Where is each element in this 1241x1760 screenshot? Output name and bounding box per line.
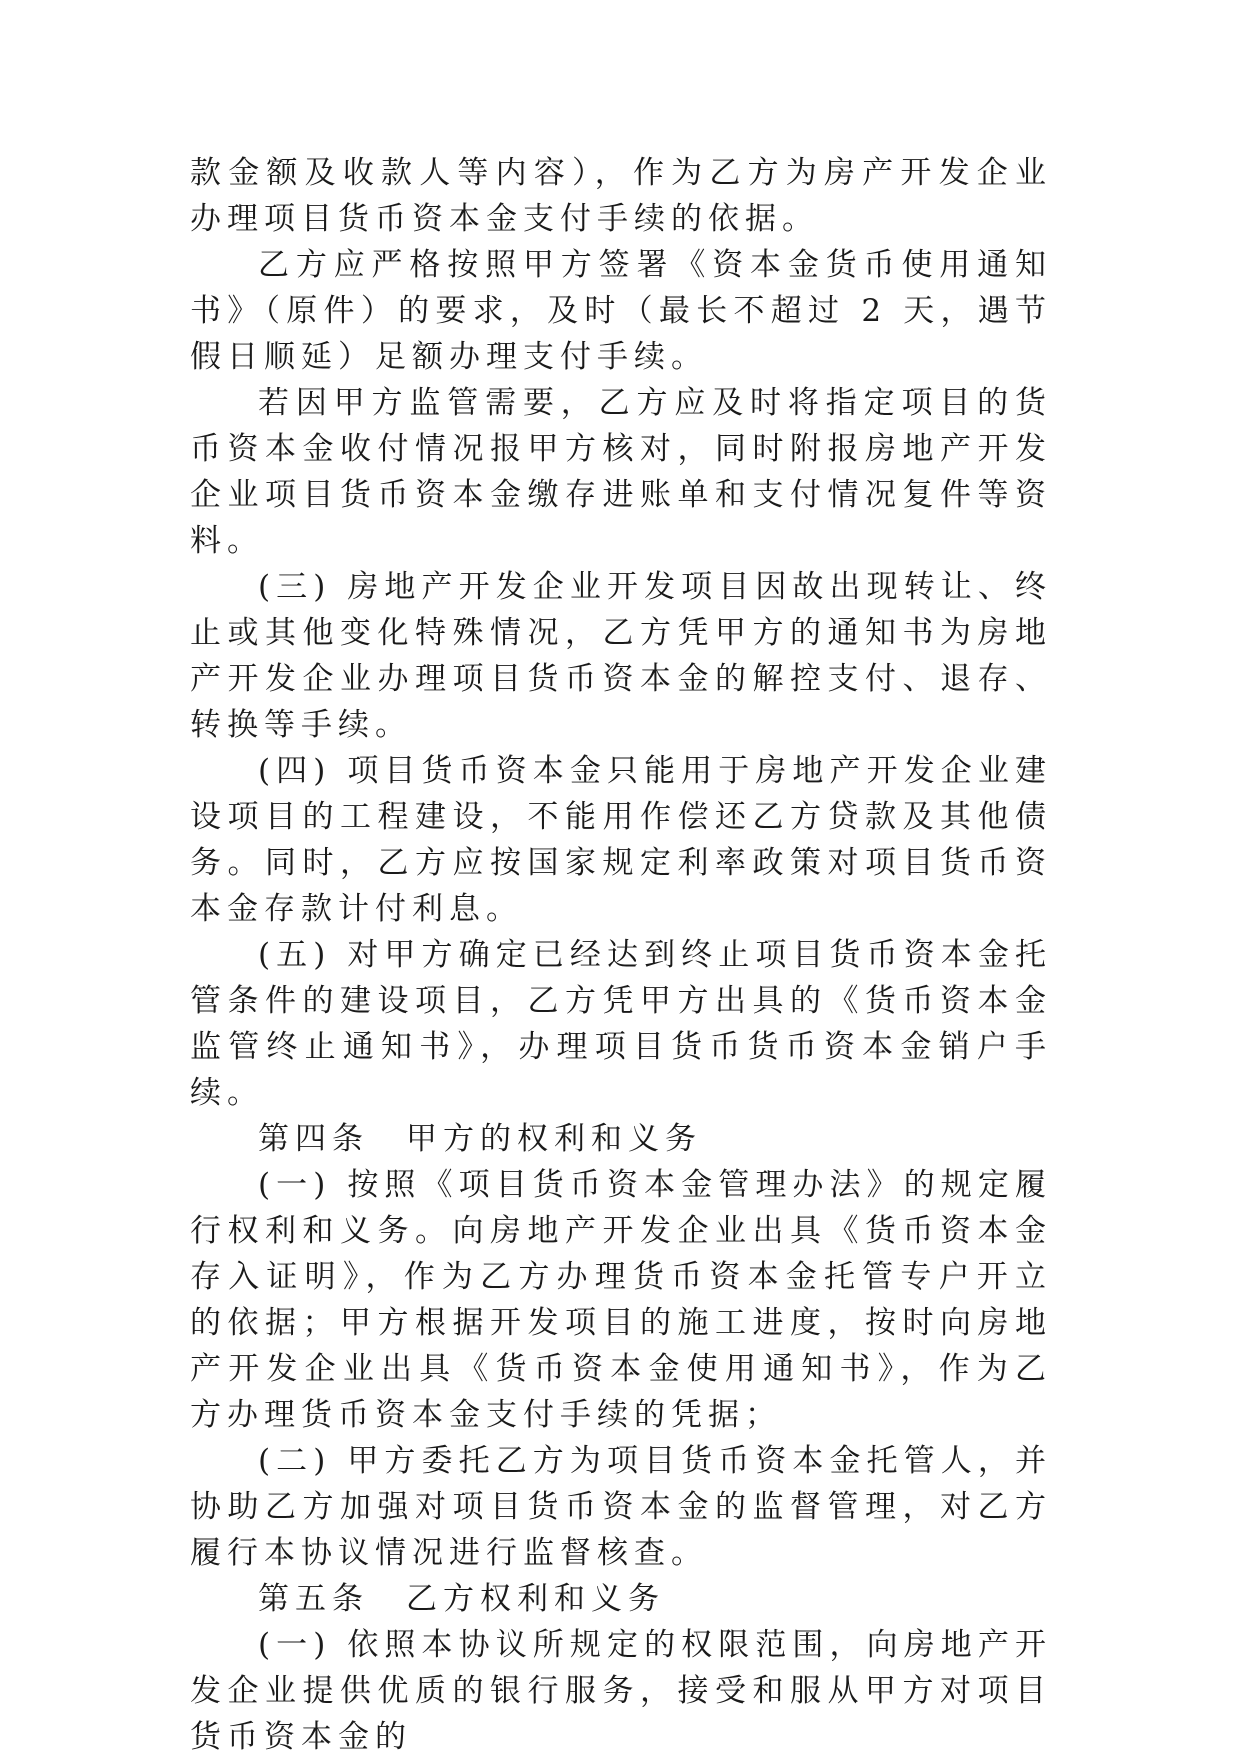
paragraph-payment-requirement: 乙方应严格按照甲方签署《资本金货币使用通知书》（原件）的要求，及时（最长不超过 2 天，遇节假日顺延）足额办理支付手续。 [190, 247, 1052, 375]
body-text [190, 150, 1052, 1760]
paragraph-item-3: (三) 房地产开发企业开发项目因故出现转让、终止或其他变化特殊情况，乙方凭甲方的通知书为房地产开发企业办理项目货币资本金的解控支付、退存、转换等手续。 [190, 569, 1052, 743]
paragraph-article-4-item-1: (一) 按照《项目货币资本金管理办法》的规定履行权利和义务。向房地产开发企业出具《货币资本金存入证明》，作为乙方办理货币资本金托管专户开立的依据；甲方根据开发项目的施工进度，按时向房地产开发企业出具《货币资本金使用通知书》，作为乙方办理货币资本金支付手续的凭据； [190, 1167, 1052, 1433]
paragraph-article-5-item-1: (一) 依照本协议所规定的权限范围，向房地产开发企业提供优质的银行服务，接受和服从甲方对项目货币资本金的 [190, 1627, 1052, 1755]
section-heading-article-5: 第五条 乙方权利和义务 [258, 1581, 665, 1617]
paragraph-continuation: 款金额及收款人等内容），作为乙方为房产开发企业办理项目货币资本金支付手续的依据。 [190, 155, 1052, 237]
paragraph-supervision-check: 若因甲方监管需要，乙方应及时将指定项目的货币资本金收付情况报甲方核对，同时附报房地产开发企业项目货币资本金缴存进账单和支付情况复件等资料。 [190, 385, 1052, 559]
section-heading-article-4: 第四条 甲方的权利和义务 [258, 1121, 702, 1157]
paragraph-item-4: (四) 项目货币资本金只能用于房地产开发企业建设项目的工程建设，不能用作偿还乙方贷款及其他债务。同时，乙方应按国家规定利率政策对项目货币资本金存款计付利息。 [190, 753, 1052, 927]
paragraph-article-4-item-2: (二) 甲方委托乙方为项目货币资本金托管人，并协助乙方加强对项目货币资本金的监督管理，对乙方履行本协议情况进行监督核查。 [190, 1443, 1052, 1571]
paragraph-item-5: (五) 对甲方确定已经达到终止项目货币资本金托管条件的建设项目，乙方凭甲方出具的《货币资本金监管终止通知书》，办理项目货币货币资本金销户手续。 [190, 937, 1052, 1111]
